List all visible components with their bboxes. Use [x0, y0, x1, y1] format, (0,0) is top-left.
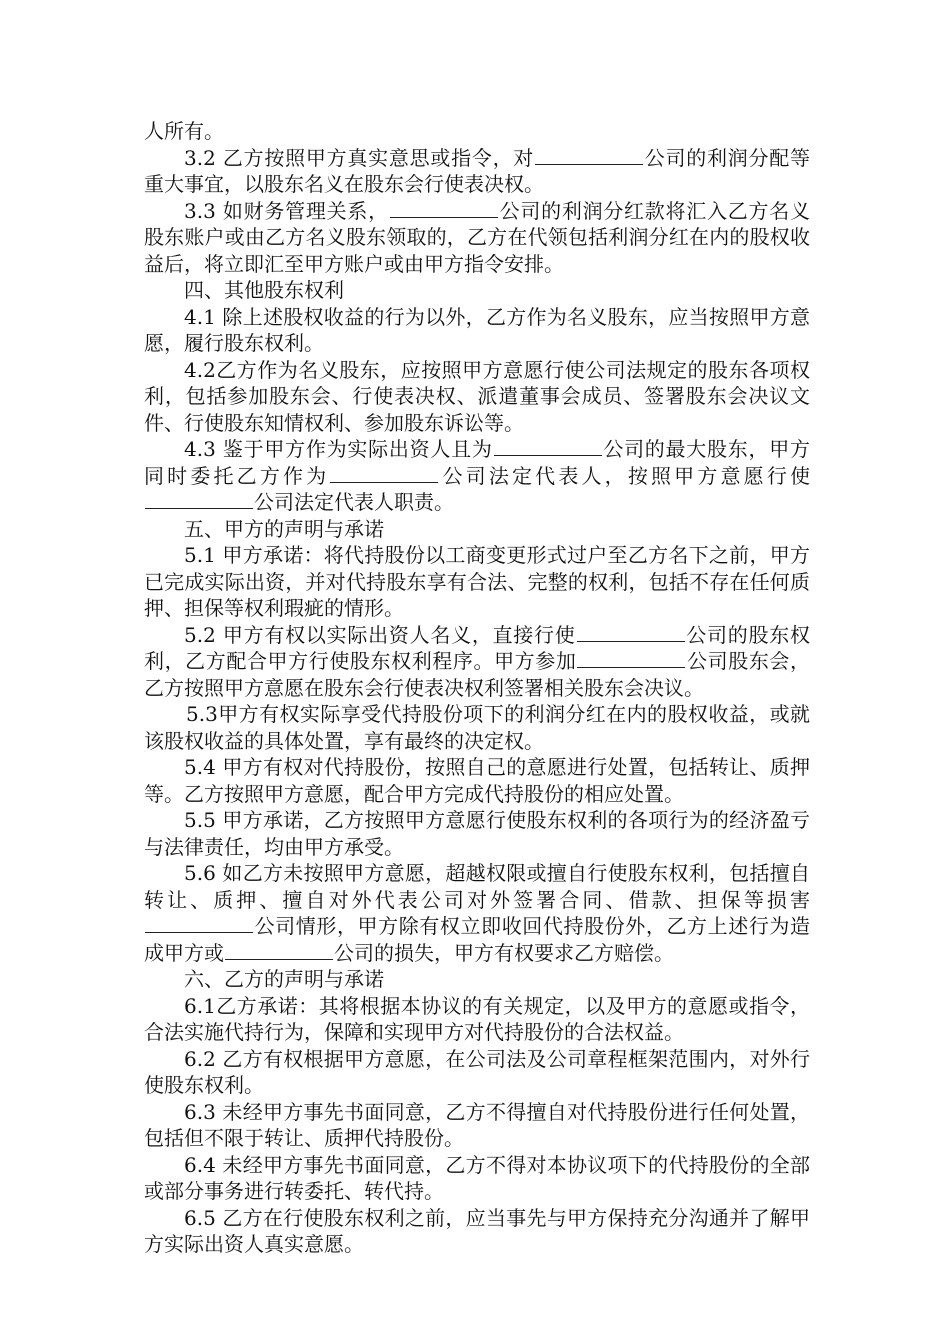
- clause-5-6: [144, 860, 810, 966]
- clause-4-3: [144, 436, 810, 516]
- clause-text: 3.3 如财务管理关系，: [184, 198, 389, 223]
- clause-text: 公司的利润分红款将汇入乙方名义股东账户或由乙方名义股东领取的，乙方在代领包括利润分红在内的股权收益后，将立即汇至甲方账户或由甲方指令安排。: [144, 198, 811, 276]
- clause-5-1: 5.1 甲方承诺：将代持股份以工商变更形式过户至乙方名下之前，甲方已完成实际出资，并对代持股东享有合法、完整的权利，包括不存在任何质押、担保等权利瑕疵的情形。: [144, 543, 810, 620]
- clause-5-5: 5.5 甲方承诺，乙方按照甲方意愿行使股东权利的各项行为的经济盈亏与法律责任，均由甲方承受。: [144, 808, 810, 859]
- blank-line: [494, 437, 602, 456]
- clause-6-2: 6.2 乙方有权根据甲方意愿，在公司法及公司章程框架范围内，对外行使股东权利。: [144, 1046, 810, 1097]
- clause-3-1-tail: [144, 118, 810, 145]
- clause-4-2: 4.2乙方作为名义股东，应按照甲方意愿行使公司法规定的股东各项权利，包括参加股东会、行使表决权、派遣董事会成员、签署股东会决议文件、行使股东知情权利、参加股东诉讼等。: [144, 357, 810, 435]
- clause-6-1: 6.1乙方承诺：其将根据本协议的有关规定，以及甲方的意愿或指令，合法实施代持行为，保障和实现甲方对代持股份的合法权益。: [144, 993, 810, 1044]
- clause-text: 公司的最大股东，甲方同时委托乙方作为: [144, 437, 811, 488]
- blank-line: [225, 941, 333, 960]
- blank-line: [330, 464, 438, 483]
- clause-5-4: 5.4 甲方有权对代持股份，按照自己的意愿进行处置，包括转让、质押等。乙方按照甲方意愿，配合甲方完成代持股份的相应处置。: [144, 755, 810, 806]
- clause-text: 3.2 乙方按照甲方真实意思或指令，对: [184, 145, 535, 170]
- clause-text: 公司股东会，乙方按照甲方意愿在股东会行使表决权利签署相关股东会决议。: [144, 649, 811, 700]
- clause-3-2: [144, 145, 810, 198]
- clause-text: 4.3 鉴于甲方作为实际出资人且为: [184, 437, 493, 461]
- clause-text: 公司情形，甲方除有权立即收回代持股份外，乙方上述行为造成甲方或: [144, 914, 810, 965]
- clause-text: 公司法定代表人，按照甲方意愿行使: [439, 463, 811, 488]
- clause-text: 公司的股东权利，乙方配合甲方行使股东权利程序。甲方参加: [144, 622, 811, 673]
- section-heading-5: 五、甲方的声明与承诺: [184, 516, 384, 541]
- blank-line: [145, 914, 253, 933]
- clause-text: 公司的利润分配等重大事宜，以股东名义在股东会行使表决权。: [144, 145, 811, 196]
- clause-text: 5.2 甲方有权以实际出资人名义，直接行使: [184, 622, 576, 647]
- clause-6-4: 6.4 未经甲方事先书面同意，乙方不得对本协议项下的代持股份的全部或部分事务进行转委托、转代持。: [144, 1152, 810, 1203]
- section-heading-6: 六、乙方的声明与承诺: [184, 967, 384, 991]
- clause-text: 公司法定代表人职责。: [254, 490, 454, 514]
- clause-5-2: [144, 622, 810, 702]
- clause-5-3: 5.3甲方有权实际享受代持股份项下的利润分红在内的股权收益，或就该股权收益的具体处置，享有最终的决定权。: [144, 702, 810, 753]
- blank-line: [577, 649, 685, 668]
- blank-line: [145, 490, 253, 509]
- blank-line: [535, 146, 643, 165]
- clause-6-3: 6.3 未经甲方事先书面同意，乙方不得擅自对代持股份进行任何处置，包括但不限于转让、质押代持股份。: [144, 1099, 810, 1150]
- blank-line: [390, 199, 498, 218]
- section-heading-4: 四、其他股东权利: [184, 278, 344, 302]
- clause-text: 公司的损失，甲方有权要求乙方赔偿。: [334, 940, 674, 965]
- document-body: [144, 118, 810, 1258]
- blank-line: [577, 623, 685, 642]
- clause-3-3: [144, 198, 810, 278]
- clause-text: 人所有。: [144, 119, 224, 143]
- clause-text: 5.6 如乙方未按照甲方意愿，超越权限或擅自行使股东权利，包括擅自转让、质押、擅自对外代表公司对外签署合同、借款、担保等损害: [144, 861, 810, 912]
- clause-4-1: 4.1 除上述股权收益的行为以外，乙方作为名义股东，应当按照甲方意愿，履行股东权利。: [144, 304, 810, 355]
- clause-6-5: 6.5 乙方在行使股东权利之前，应当事先与甲方保持充分沟通并了解甲方实际出资人真实意愿。: [144, 1205, 810, 1256]
